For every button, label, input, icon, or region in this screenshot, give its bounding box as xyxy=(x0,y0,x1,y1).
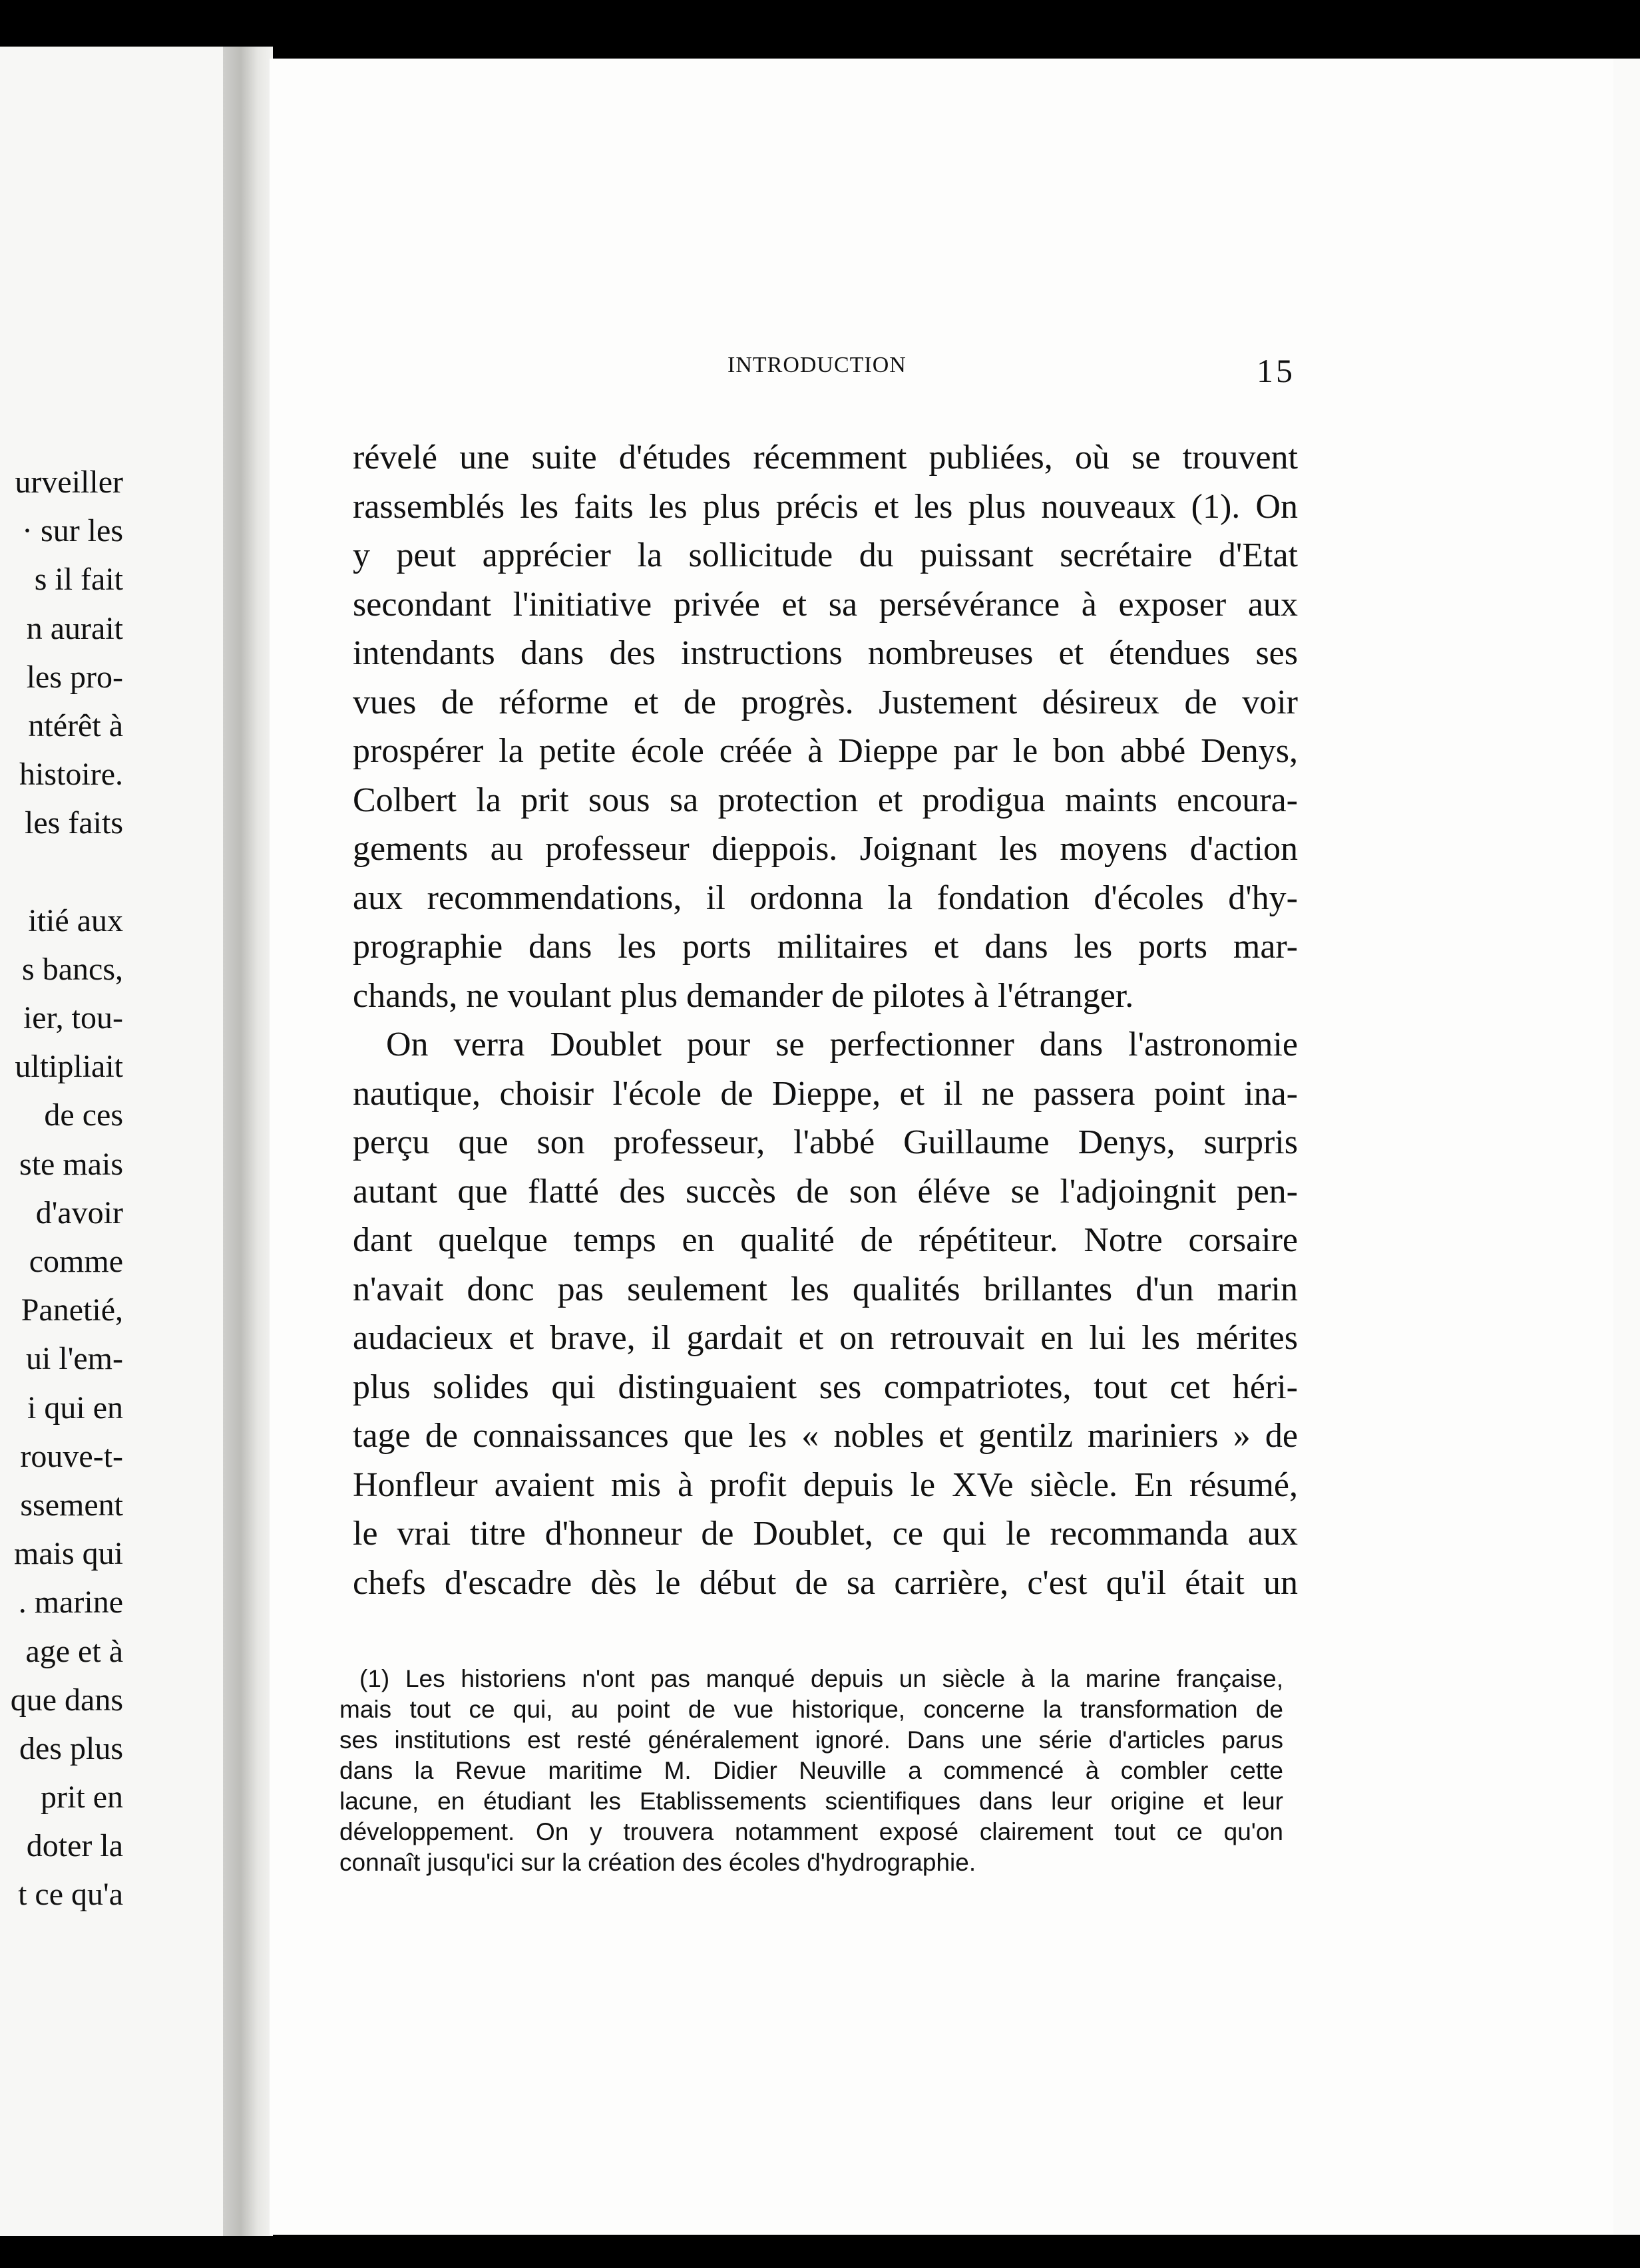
previous-page-line: itié aux xyxy=(28,902,123,938)
body-line: rassemblés les faits les plus précis et les plus nouveaux (1). On xyxy=(353,487,1298,526)
previous-page-text xyxy=(0,458,123,1919)
previous-page-line: Panetié, xyxy=(21,1292,123,1328)
body-line: Colbert la prit sous sa protection et prodigua maints encoura- xyxy=(353,781,1298,819)
previous-page-line: comme xyxy=(29,1244,123,1279)
body-line: prospérer la petite école créée à Dieppe par le bon abbé Denys, xyxy=(353,732,1298,770)
footnote-line: mais tout ce qui, au point de vue historique, concerne la transformation de xyxy=(339,1696,1283,1723)
page-number: 15 xyxy=(1257,352,1295,389)
body-line: le vrai titre d'honneur de Doublet, ce qui le recommanda aux xyxy=(353,1515,1298,1553)
footnote-line: développement. On y trouvera notamment exposé clairement tout ce qu'on xyxy=(339,1818,1283,1845)
body-line: autant que flatté des succès de son éléve se l'adjoingnit pen- xyxy=(353,1172,1298,1211)
previous-page-line: s bancs, xyxy=(22,951,123,987)
body-line: Honfleur avaient mis à profit depuis le XVe siècle. En résumé, xyxy=(353,1465,1298,1504)
previous-page-line: les faits xyxy=(25,805,123,841)
footnote-line: (1) Les historiens n'ont pas manqué depuis un siècle à la marine française, xyxy=(359,1665,1283,1692)
body-line: intendants dans des instructions nombreuses et étendues ses xyxy=(353,634,1298,672)
body-line: dant quelque temps en qualité de répétiteur. Notre corsaire xyxy=(353,1221,1298,1259)
body-line: audacieux et brave, il gardait et on retrouvait en lui les mérites xyxy=(353,1319,1298,1357)
previous-page-line: . marine xyxy=(18,1585,123,1620)
page-gutter-shadow xyxy=(223,47,273,2236)
previous-page-line: ste mais xyxy=(19,1146,123,1182)
previous-page-line: des plus xyxy=(19,1730,123,1766)
body-line: chefs d'escadre dès le début de sa carrière, c'est qu'il était un xyxy=(353,1563,1298,1602)
previous-page-line: ier, tou- xyxy=(23,1000,123,1036)
previous-page-line: ui l'em- xyxy=(26,1341,123,1377)
previous-page-line: n aurait xyxy=(26,610,123,646)
previous-page-line: t ce qu'a xyxy=(18,1877,123,1913)
previous-page-line: ssement xyxy=(20,1487,123,1523)
previous-page-line: prit en xyxy=(41,1780,123,1815)
body-line: prographie dans les ports militaires et dans les ports mar- xyxy=(353,928,1298,966)
previous-page-line: urveiller xyxy=(15,465,123,500)
previous-page-line: ultipliait xyxy=(15,1049,123,1085)
body-line: secondant l'initiative privée et sa persévérance à exposer aux xyxy=(353,585,1298,624)
previous-page-line: s il fait xyxy=(34,562,123,598)
body-line: n'avait donc pas seulement les qualités brillantes d'un marin xyxy=(353,1270,1298,1308)
previous-page-line: de ces xyxy=(44,1097,123,1133)
footnote-line: dans la Revue maritime M. Didier Neuville a commencé à combler cette xyxy=(339,1757,1283,1784)
running-head: INTRODUCTION xyxy=(727,353,907,377)
body-line: révelé une suite d'études récemment publiées, où se trouvent xyxy=(353,439,1298,476)
body-line: On verra Doublet pour se perfectionner dans l'astronomie xyxy=(386,1026,1298,1063)
previous-page-line: les pro- xyxy=(26,659,123,695)
previous-page xyxy=(0,47,230,2236)
previous-page-line: d'avoir xyxy=(35,1195,123,1230)
previous-page-line: i qui en xyxy=(27,1390,123,1425)
previous-page-line: ntérêt à xyxy=(28,707,123,743)
previous-page-line: doter la xyxy=(26,1828,123,1864)
previous-page-line xyxy=(0,848,123,896)
previous-page-line: age et à xyxy=(25,1633,123,1669)
body-line: vues de réforme et de progrès. Justement désireux de voir xyxy=(353,683,1298,721)
body-line: nautique, choisir l'école de Dieppe, et il ne passera point ina- xyxy=(353,1074,1298,1113)
body-line: plus solides qui distinguaient ses compatriotes, tout cet héri- xyxy=(353,1368,1298,1406)
previous-page-line: rouve-t- xyxy=(20,1438,123,1474)
body-line: gements au professeur dieppois. Joignant les moyens d'action xyxy=(353,830,1298,868)
footnote-line: lacune, en étudiant les Etablissements scientifiques dans leur origine et leur xyxy=(339,1788,1283,1815)
previous-page-line: mais qui xyxy=(14,1536,123,1572)
previous-page-line: · sur les xyxy=(22,513,123,549)
page-edge xyxy=(1613,59,1640,2235)
body-text xyxy=(353,433,1298,1607)
footnote-line: connaît jusqu'ici sur la création des écoles d'hydrographie. xyxy=(339,1849,976,1876)
body-line: tage de connaissances que les « nobles et gentilz mariniers » de xyxy=(353,1417,1298,1455)
previous-page-line: histoire. xyxy=(19,757,123,793)
body-line: aux recommendations, il ordonna la fondation d'écoles d'hy- xyxy=(353,878,1298,917)
body-line: y peut apprécier la sollicitude du puissant secrétaire d'Etat xyxy=(353,536,1298,574)
body-line: perçu que son professeur, l'abbé Guillaume Denys, surpris xyxy=(353,1123,1298,1161)
footnote-line: ses institutions est resté généralement ignoré. Dans une série d'articles parus xyxy=(339,1726,1283,1754)
body-line: chands, ne voulant plus demander de pilotes à l'étranger. xyxy=(353,976,1134,1015)
previous-page-line: que dans xyxy=(10,1682,123,1718)
footnote xyxy=(339,1664,1283,1878)
